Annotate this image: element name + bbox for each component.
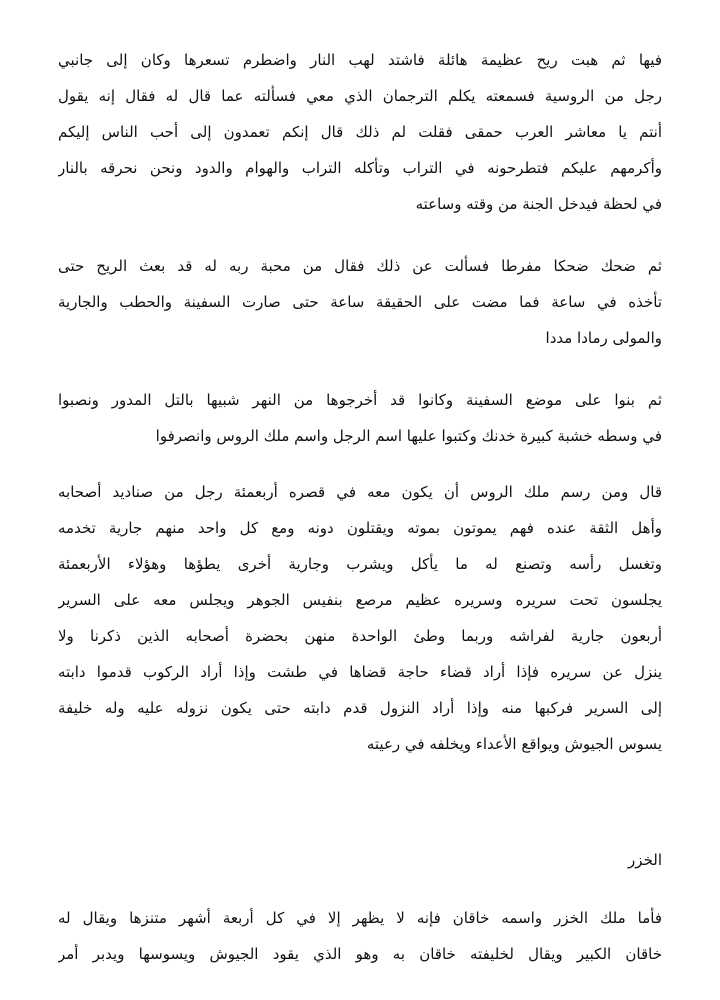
text-line: تأخذه في ساعة فما مضت على الحقيقة ساعة حتى صارت السفينة والحطب والجارية <box>58 293 662 311</box>
text-line: يجلسون تحت سريره وسريره عظيم مرصع بنفيس الجوهر ويجلس معه على السرير <box>58 591 662 609</box>
text-line: أربعون جارية لفراشه وربما وطئ الواحدة منهن بحضرة أصحابه الذين ذكرنا ولا <box>58 627 662 645</box>
text-line: أنتم يا معاشر العرب حمقى فقلت لم ذلك قال إنكم تعمدون إلى أحب الناس إليكم <box>58 123 662 141</box>
text-line: وتغسل رأسه وتصنع له ما يأكل ويشرب وجارية أخرى يطؤها وهؤلاء الأربعمئة <box>58 555 662 573</box>
text-line: فأما ملك الخزر واسمه خاقان فإنه لا يظهر إلا في كل أربعة أشهر متنزها ويقال له <box>58 909 662 927</box>
paragraph-2 <box>58 248 662 356</box>
text-line: في لحظة فيدخل الجنة من وقته وساعته <box>415 195 662 213</box>
text-line: يسوس الجيوش ويواقع الأعداء ويخلفه في رعيته <box>366 735 662 753</box>
text-line: ثم بنوا على موضع السفينة وكانوا قد أخرجوها من النهر شبيها بالتل المدور ونصبوا <box>58 391 662 409</box>
text-line: في وسطه خشبة كبيرة خدنك وكتبوا عليها اسم الرجل واسم ملك الروس وانصرفوا <box>155 427 662 445</box>
text-line: رجل من الروسية فسمعته يكلم الترجمان الذي معي فسألته عما قال له فقال إنه يقول <box>58 87 662 105</box>
text-line: ثم ضحك ضحكا مفرطا فسألت عن ذلك فقال من محبة ربه له قد بعث الريح حتى <box>58 257 662 275</box>
paragraph-1 <box>58 42 662 222</box>
text-line: وأكرمهم عليكم فتطرحونه في التراب وتأكله التراب والهوام والدود ونحن نحرقه بالنار <box>58 159 662 177</box>
text-line: إلى السرير فركبها منه وإذا أراد النزول قدم دابته حتى يكون نزوله عليه وله خليفة <box>58 699 662 717</box>
text-line: قال ومن رسم ملك الروس أن يكون معه في قصره أربعمئة رجل من صناديد أصحابه <box>58 483 662 501</box>
section-heading: الخزر <box>628 851 662 869</box>
paragraph-3 <box>58 382 662 454</box>
text-line: ينزل عن سريره فإذا أراد قضاء حاجة قضاها في طشت وإذا أراد الركوب قدموا دابته <box>58 663 662 681</box>
paragraph-5 <box>58 900 662 972</box>
text-line: فيها ثم هبت ريح عظيمة هائلة فاشتد لهب النار واضطرم تسعرها وكان إلى جانبي <box>58 51 662 69</box>
text-line: والمولى رمادا مددا <box>545 329 662 347</box>
text-line: وأهل الثقة عنده فهم يموتون بموته ويقتلون دونه ومع كل واحد منهم جارية تخدمه <box>58 519 662 537</box>
paragraph-4 <box>58 474 662 762</box>
text-line: خاقان الكبير ويقال لخليفته خاقان به وهو الذي يقود الجيوش ويسوسها ويدبر أمر <box>58 945 662 963</box>
